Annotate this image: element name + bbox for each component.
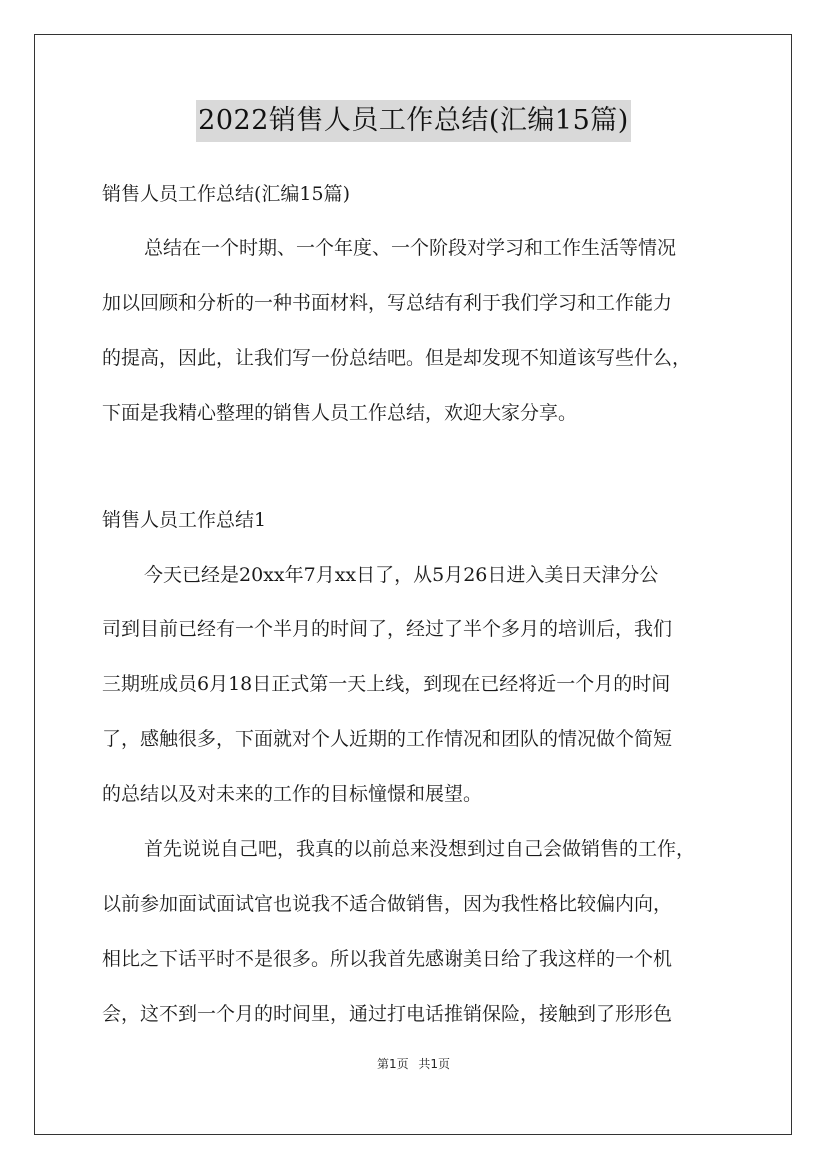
- paragraph-line: 以前参加面试面试官也说我不适合做销售，因为我性格比较偏内向，: [102, 893, 673, 915]
- paragraph-line: 相比之下话平时不是很多。所以我首先感谢美日给了我这样的一个机: [102, 948, 673, 970]
- paragraph-line: 今天已经是20xx年7月xx日了，从5月26日进入美日天津分公: [144, 564, 659, 586]
- paragraph-line: 的总结以及对未来的工作的目标憧憬和展望。: [102, 783, 483, 805]
- paragraph-line: 的提高，因此，让我们写一份总结吧。但是却发现不知道该写些什么，: [102, 347, 692, 369]
- page-total: 共1页: [418, 1057, 451, 1071]
- paragraph-line: 下面是我精心整理的销售人员工作总结，欢迎大家分享。: [102, 402, 578, 424]
- paragraph-line: 了，感触很多，下面就对个人近期的工作情况和团队的情况做个简短: [102, 728, 673, 750]
- document-title: 2022销售人员工作总结(汇编15篇): [196, 100, 631, 142]
- paragraph-line: 司到目前已经有一个半月的时间了，经过了半个多月的培训后，我们: [102, 618, 673, 640]
- paragraph-line: 会，这不到一个月的时间里，通过打电话推销保险，接触到了形形色: [102, 1003, 673, 1025]
- paragraph-line: 总结在一个时期、一个年度、一个阶段对学习和工作生活等情况: [144, 237, 677, 259]
- section-heading: 销售人员工作总结1: [102, 509, 267, 531]
- page-number: 第1页: [376, 1057, 409, 1071]
- paragraph-line: 三期班成员6月18日正式第一天上线，到现在已经将近一个月的时间: [102, 673, 671, 695]
- subtitle-line: 销售人员工作总结(汇编15篇): [102, 183, 351, 205]
- title-container: [0, 100, 827, 142]
- paragraph-line: 加以回顾和分析的一种书面材料，写总结有利于我们学习和工作能力: [102, 292, 673, 314]
- page-footer: [0, 1055, 827, 1072]
- paragraph-line: 首先说说自己吧，我真的以前总来没想到过自己会做销售的工作，: [144, 838, 696, 860]
